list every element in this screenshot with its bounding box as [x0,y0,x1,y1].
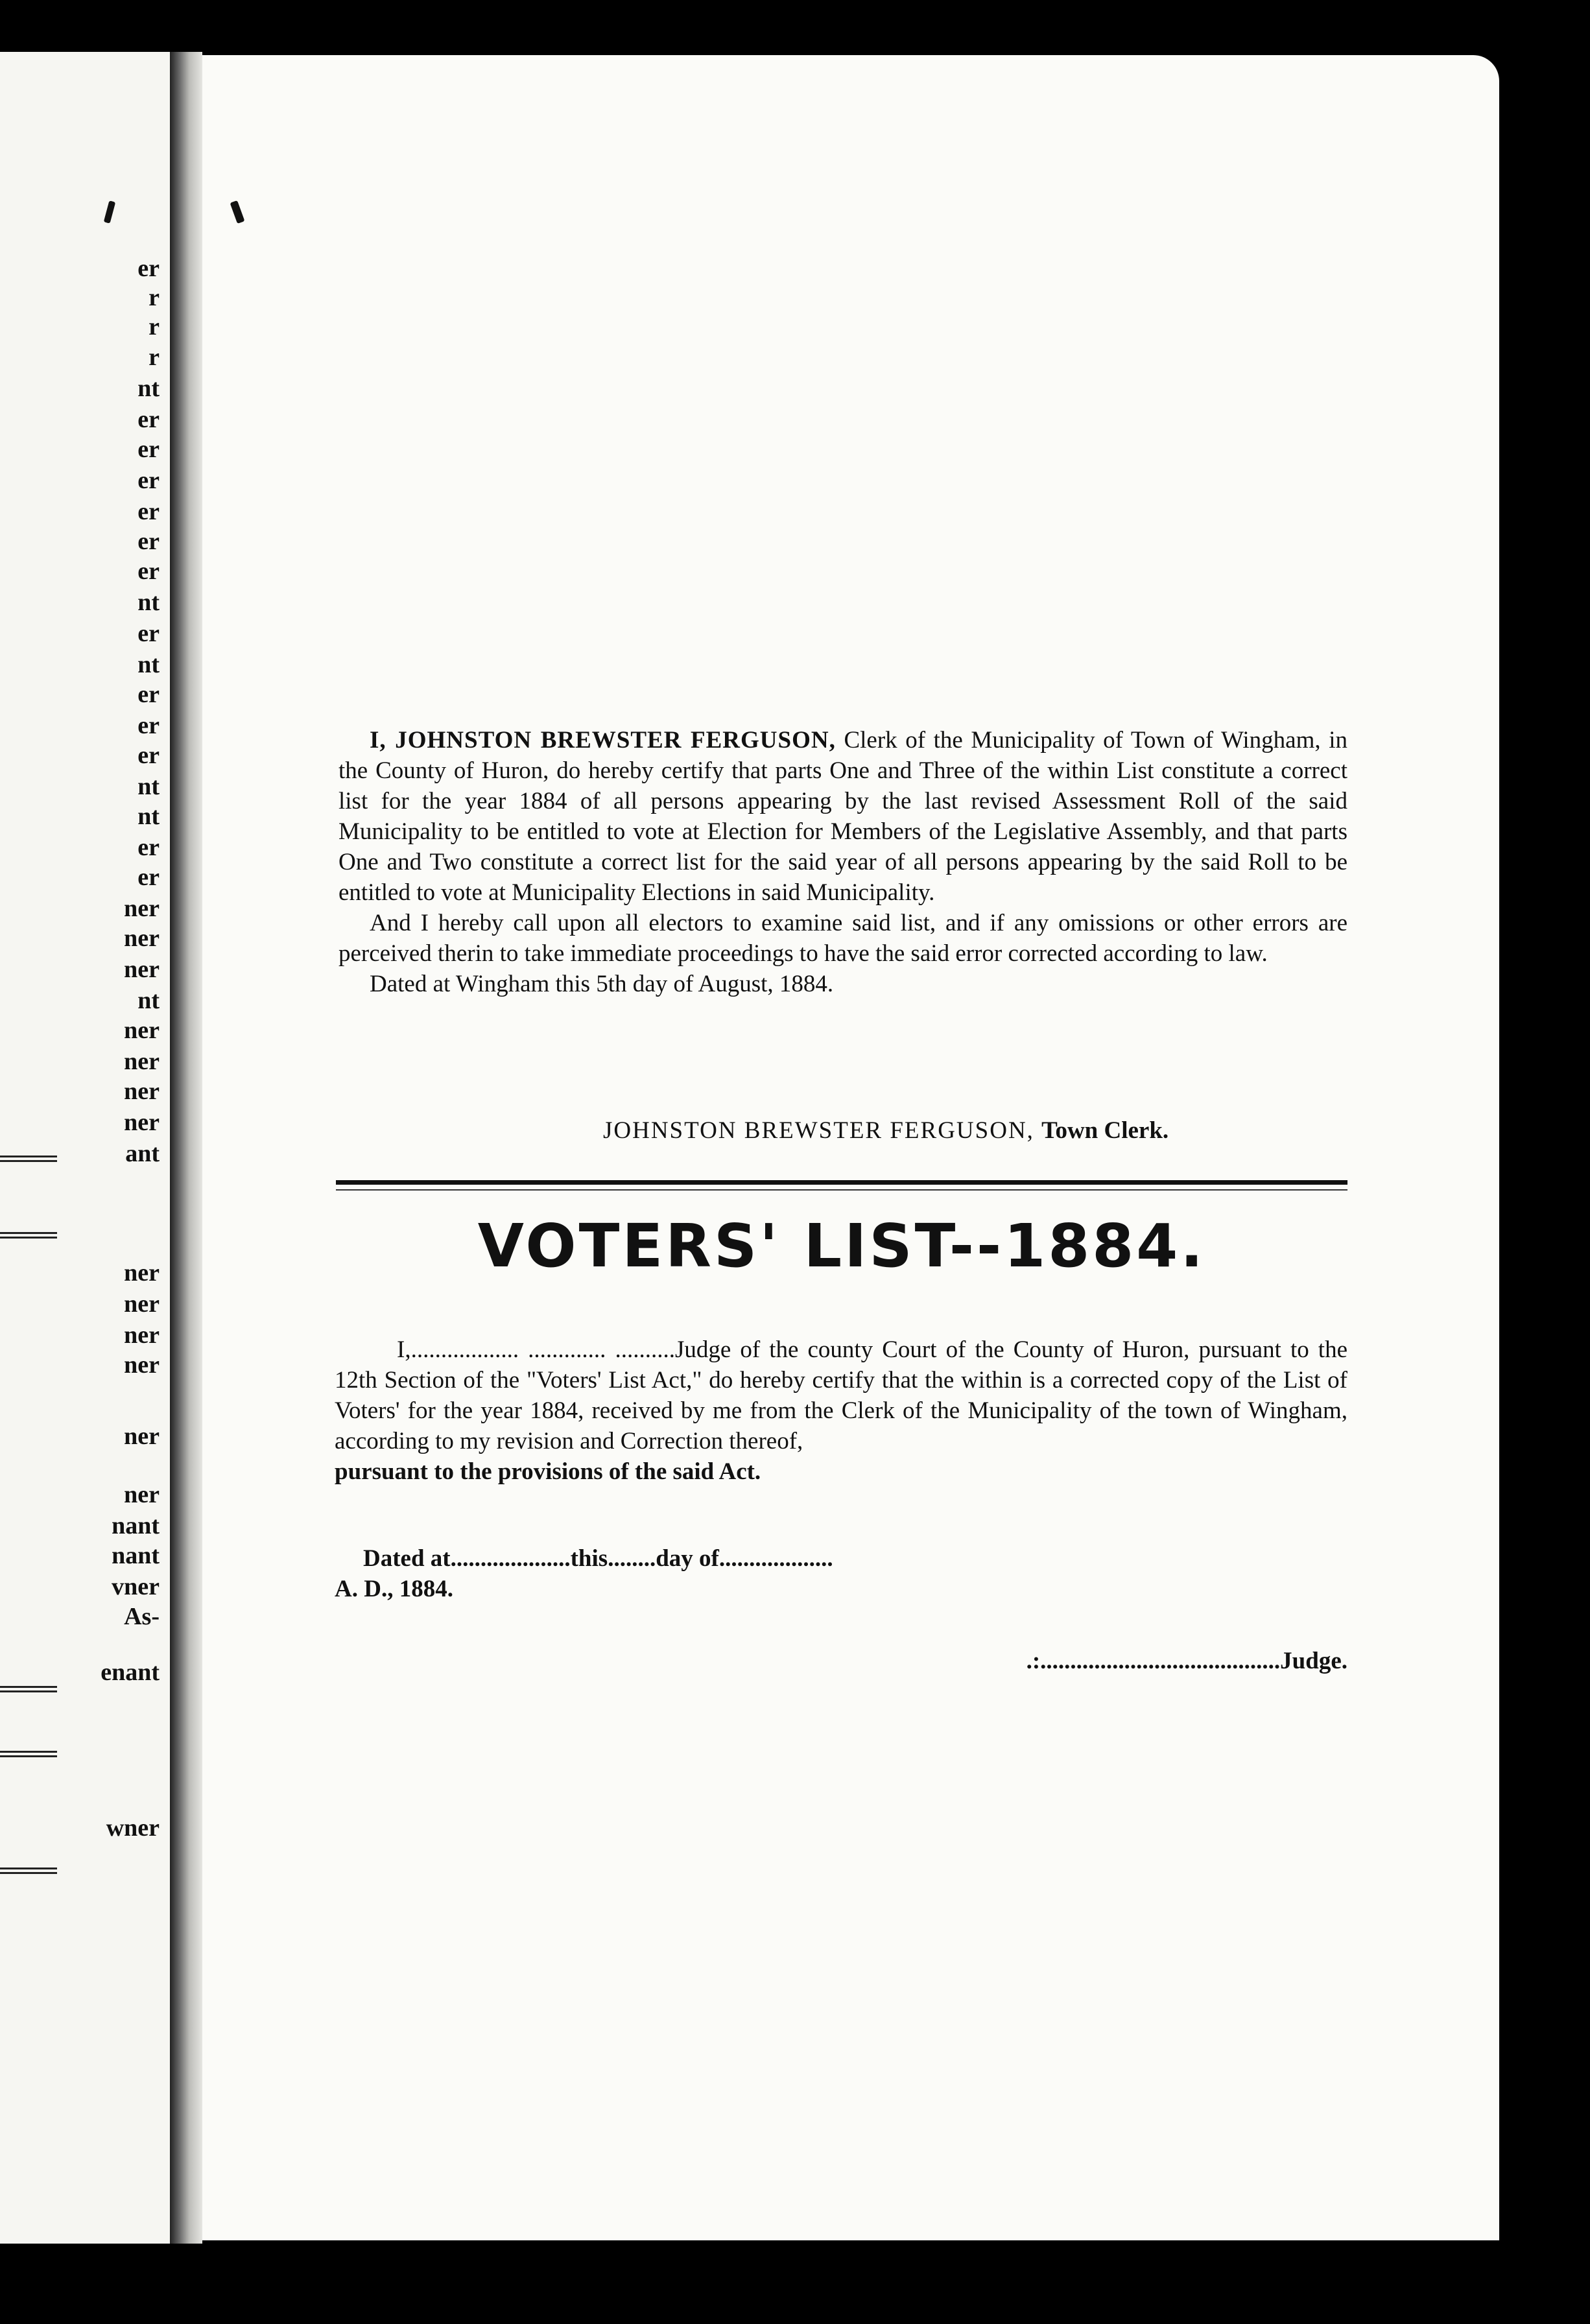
elector-call-paragraph: And I hereby call upon all electors to examine said list, and if any omissions or other errors are perceived therin to take immediate proceedings to have the said error corrected according to law. [338,910,1347,967]
left-column-fragment: er [137,620,160,647]
left-column-fragment: nt [137,803,160,830]
clerk-name: I, JOHNSTON BREWSTER FERGUSON, [370,727,836,753]
dated-line: Dated at....................this........day of................... [363,1545,833,1572]
signature-name: JOHNSTON BREWSTER FERGUSON, [603,1117,1034,1144]
left-column-fragment: vner [112,1573,160,1600]
left-column-fragment: ner [124,1351,160,1379]
left-column-fragment: er [137,467,160,494]
left-column-fragment: ner [124,1078,160,1105]
binding-gutter [170,52,202,2244]
left-column-fragment: r [148,284,160,311]
judge-dated-block [335,1543,1347,1604]
left-column-fragment: nt [137,375,160,402]
left-column-fragment: nt [137,773,160,800]
left-column-fragment: ner [124,1048,160,1075]
left-column-fragment: ant [125,1140,160,1167]
left-column-fragment: er [137,834,160,861]
left-column-fragment: er [137,436,160,463]
left-column-rule [0,1156,57,1162]
left-column-fragment: wner [106,1814,160,1842]
judge-certificate-last-line: pursuant to the provisions of the said Act. [335,1458,761,1485]
left-column-fragment: nt [137,589,160,616]
left-column-rule [0,1868,57,1874]
left-column-fragment: er [137,528,160,555]
left-column-fragment: er [137,255,160,282]
left-column-fragment: nant [112,1542,160,1569]
left-column-fragment: nant [112,1512,160,1539]
left-column-fragment: ner [124,1322,160,1349]
left-column-fragment: enant [101,1659,160,1686]
clerk-certificate [338,725,1347,999]
signature-role: Town Clerk. [1041,1117,1169,1144]
left-column-fragment: er [137,498,160,525]
left-column-fragment: nt [137,651,160,678]
left-column-fragment: er [137,558,160,585]
left-column-fragment: ner [124,956,160,983]
left-column-fragment: ner [124,1290,160,1318]
left-column-fragment: er [137,406,160,433]
left-column-fragment: r [148,313,160,340]
left-column-fragment: ner [124,1259,160,1286]
clerk-certificate-text: Clerk of the Municipality of Town of Wingham, in the County of Huron, do hereby certify that parts One and Three of the within List constitute a correct list for the year 1884 of all persons appearing by the last revised Assessment Roll of the said Municipality to be entitled to vote at Election for Members of the Legislative Assembly, and that parts One and Two constitute a correct list for the said year of all persons appearing by the said Roll to be entitled to vote at Municipality Elections in said Municipality. [338,727,1347,906]
left-column-fragment: r [148,344,160,371]
left-column-fragment: ner [124,925,160,952]
left-column-fragment: er [137,712,160,739]
left-column-fragment: er [137,864,160,891]
left-column-fragment: ner [124,1017,160,1044]
judge-certificate-text: I,.................. ............. ..........Judge of the county Court of the County of Huron, pursuant to the 12th Section of the "Voters' List Act," do hereby certify that the within is a corrected copy of the List of Voters' for the year 1884, received by me from the Clerk of the Municipality of the town of Wingham, according to my revision and Correction thereof, [335,1336,1347,1454]
left-column-fragment: ner [124,895,160,922]
left-column-fragment: er [137,681,160,708]
left-column-fragment: ner [124,1481,160,1508]
divider-rule-thin [336,1189,1347,1191]
left-column-fragment: ner [124,1423,160,1450]
left-column-fragment: nt [137,987,160,1014]
judge-signature-line: .:........................................Judge. [1026,1648,1347,1674]
facing-page-fragment [0,52,170,2244]
clerk-signature [603,1117,1316,1144]
left-column-rule [0,1751,57,1757]
clerk-dated-line: Dated at Wingham this 5th day of August, 1884. [370,971,834,997]
left-column-rule [0,1686,57,1692]
ad-line: A. D., 1884. [335,1576,453,1602]
divider-rule [336,1180,1347,1185]
judge-certificate [335,1334,1347,1487]
left-column-rule [0,1232,57,1239]
left-column-fragment: er [137,742,160,769]
left-column-fragment: ner [124,1109,160,1136]
page-title: VOTERS' LIST--1884. [477,1211,1206,1281]
document-page [202,55,1499,2240]
left-column-fragment: As- [124,1603,160,1630]
